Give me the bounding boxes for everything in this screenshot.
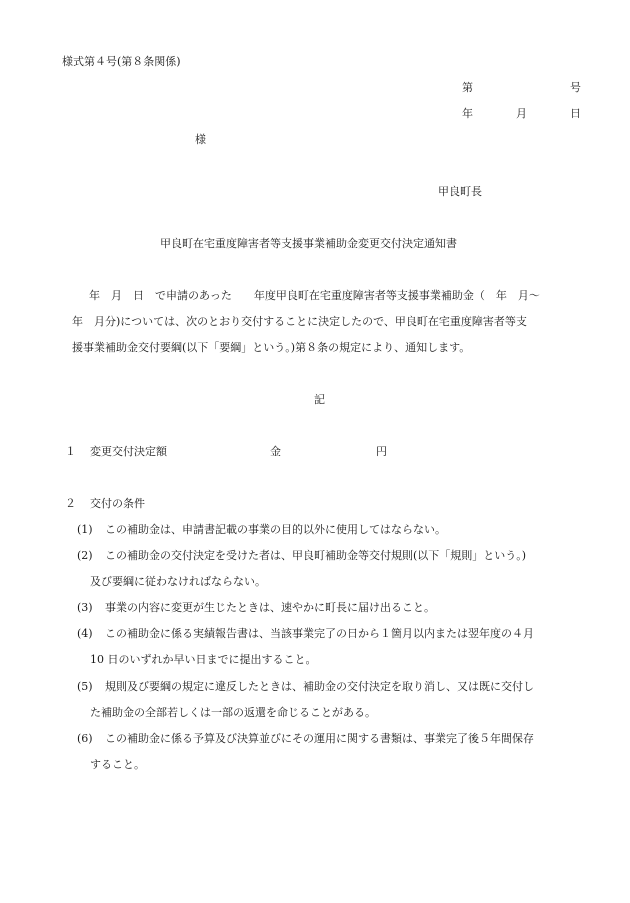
body-line-2: 年 月分)については、次のとおり交付することに決定したので、甲良町在宅重度障害者等支 bbox=[72, 315, 527, 328]
condition-1-text: この補助金は、申請書記載の事業の目的以外に使用してはならない。 bbox=[105, 523, 446, 536]
condition-1-number: (1) bbox=[77, 523, 93, 536]
item1-number: １ bbox=[65, 445, 76, 458]
ki-heading: 記 bbox=[314, 393, 325, 406]
condition-5-text-cont: た補助金の全部若しくは一部の返還を命じることがある。 bbox=[90, 706, 376, 719]
date-year: 年 bbox=[462, 107, 473, 120]
condition-2-number: (2) bbox=[77, 549, 93, 562]
condition-4-text-cont: 10 日のいずれか早い日までに提出すること。 bbox=[90, 653, 317, 666]
body-line-3: 援事業補助金交付要綱(以下「要綱」という。)第８条の規定により、通知します。 bbox=[72, 341, 471, 354]
addressee: 様 bbox=[195, 133, 206, 146]
condition-4-text: この補助金に係る実績報告書は、当該事業完了の日から１箇月以内または翌年度の４月 bbox=[105, 627, 534, 640]
condition-2-text: この補助金の交付決定を受けた者は、甲良町補助金等交付規則(以下「規則」という。) bbox=[105, 549, 527, 562]
condition-5-number: (5) bbox=[77, 680, 93, 693]
form-label: 様式第４号(第８条関係) bbox=[62, 55, 181, 68]
item2-label: 交付の条件 bbox=[90, 497, 145, 510]
condition-6-text-cont: すること。 bbox=[90, 758, 145, 771]
item2-number: ２ bbox=[65, 497, 76, 510]
item1-kin: 金 bbox=[270, 445, 281, 458]
item1-label: 変更交付決定額 bbox=[90, 445, 167, 458]
issuer: 甲良町長 bbox=[438, 185, 482, 198]
condition-2-text-cont: 及び要綱に従わなければならない。 bbox=[90, 575, 266, 588]
document-title: 甲良町在宅重度障害者等支援事業補助金変更交付決定通知書 bbox=[160, 237, 457, 250]
condition-6-number: (6) bbox=[77, 732, 93, 745]
condition-5-text: 規則及び要綱の規定に違反したときは、補助金の交付決定を取り消し、又は既に交付し bbox=[105, 680, 534, 693]
item1-yen: 円 bbox=[376, 445, 387, 458]
body-line-1: 年 月 日 で申請のあった 年度甲良町在宅重度障害者等支援事業補助金（ 年 月～ bbox=[89, 289, 540, 302]
condition-3-text: 事業の内容に変更が生じたときは、速やかに町長に届け出ること。 bbox=[105, 601, 435, 614]
number-dai: 第 bbox=[462, 81, 473, 94]
date-day: 日 bbox=[570, 107, 581, 120]
condition-4-number: (4) bbox=[77, 627, 93, 640]
number-go: 号 bbox=[570, 81, 581, 94]
condition-6-text: この補助金に係る予算及び決算並びにその運用に関する書類は、事業完了後５年間保存 bbox=[105, 732, 534, 745]
condition-3-number: (3) bbox=[77, 601, 93, 614]
date-month: 月 bbox=[516, 107, 527, 120]
